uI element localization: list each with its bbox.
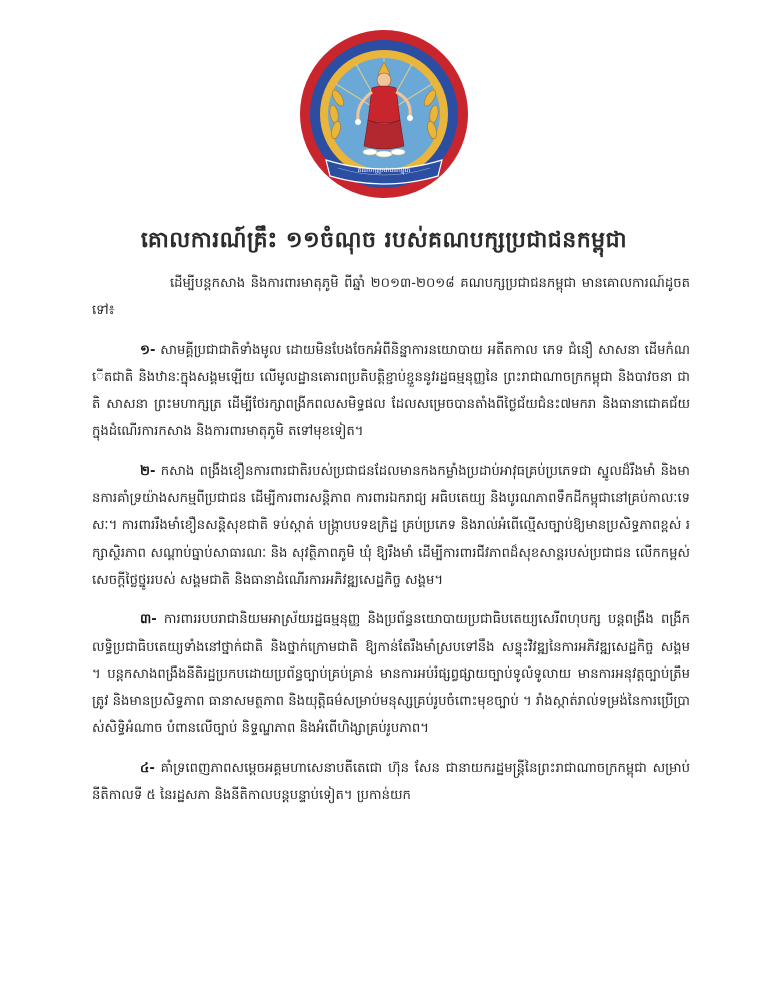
party-logo bbox=[298, 28, 470, 200]
intro-paragraph: ដើម្បីបន្តកសាង និងការពារមាតុភូមិ ពីឆ្នាំ ២០១៣-២០១៨ គណបក្សប្រជាជនកម្ពុជា មានគោលការណ៍ដូចតទៅ៖ bbox=[92, 276, 690, 319]
point-number: ១- bbox=[140, 342, 156, 358]
document-body bbox=[92, 270, 690, 821]
point-paragraph-2 bbox=[92, 458, 690, 594]
logo-banner-text: គណបក្សប្រជាជនកម្ពុជា bbox=[357, 167, 411, 174]
point-paragraph-1 bbox=[92, 337, 690, 446]
document-title: គោលការណ៍គ្រឹះ ១១ចំណុច របស់គណបក្សប្រជាជនកម្ពុជា bbox=[140, 227, 628, 253]
point-paragraph-4 bbox=[92, 755, 690, 810]
point-text: ការពាររបបរាជានិយមអាស្រ័យរដ្ឋធម្មនុញ្ញ និងប្រព័ន្ធនយោបាយប្រជាធិបតេយ្យសេរីពហុបក្ស បន្តពង្រឹង ពង្រីកលទ្ធិប្រជាធិបតេយ្យទាំងនៅថ្នាក់ជាតិ និងថ្នាក់ក្រោមជាតិ ឱ្យកាន់តែរឹងមាំស្របទៅនឹង សន្ទុះវិវឌ្ឍនៃការអភិវឌ្ឍសេដ្ឋកិច្ច សង្គម ។ បន្តកសាងពង្រឹងនីតិរដ្ឋប្រកបដោយប្រព័ន្ធច្បាប់គ្រប់គ្រាន់ មានការអប់រំផ្សព្វផ្សាយច្បាប់ទូលំទូលាយ មានការអនុវត្តច្បាប់ត្រឹមត្រូវ និងមានប្រសិទ្ធភាព ធានាសមត្ថភាព និងយុត្តិធម៌សម្រាប់មនុស្សគ្រប់រូបចំពោះមុខច្បាប់ ។ រាំងស្កាត់រាល់ទម្រង់នៃការប្រើប្រាស់សិទ្ធិអំណាច បំពានលើច្បាប់ និទ្ទណ្ឌភាព និងអំពើហិង្សាគ្រប់រូបភាព។ bbox=[92, 612, 690, 737]
point-number: ៤- bbox=[140, 760, 155, 776]
point-text: សាមគ្គីប្រជាជាតិទាំងមូល ដោយមិនបែងចែកអំពីនិន្នាការនយោបាយ អតីតកាល ភេទ ជំនឿ សាសនា ដើមកំណើតជាតិ និងឋានៈក្នុងសង្គមឡើយ លើមូលដ្ឋានគោរពប្រតិបត្តិខ្ជាប់ខ្ជួននូវរដ្ឋធម្មនុញ្ញនៃ ព្រះរាជាណាចក្រកម្ពុជា និងបាវចនា ជាតិ សាសនា ព្រះមហាក្សត្រ ដើម្បីថែរក្សាពង្រីកពលសមិទ្ធផល ដែលសម្រេចបានតាំងពីថ្ងៃជ័យជំនះ៧មករា និងធានាជោគជ័យក្នុងដំណើរការកសាង និងការពារមាតុភូមិ តទៅមុខទៀត។ bbox=[92, 342, 690, 440]
point-text: កសាង ពង្រឹងខឿនការពារជាតិរបស់ប្រជាជនដែលមានកងកម្លាំងប្រដាប់អាវុធគ្រប់ប្រភេទជា ស្នូលដ៏រឹងមាំ និងមានការគាំទ្រយ៉ាងសកម្មពីប្រជាជន ដើម្បីការពារសន្តិភាព ការពារឯករាជ្យ អធិបតេយ្យ និងបូរណភាពទឹកដីកម្ពុជានៅគ្រប់កាលៈទេសៈ។ ការពាររឹងមាំខឿនសន្តិសុខជាតិ ទប់ស្កាត់ បង្ក្រាបបទឧក្រិដ្ឋ គ្រប់ប្រភេទ និងរាល់អំពើល្មើសច្បាប់ឱ្យមានប្រសិទ្ធភាពខ្ពស់ រក្សាស្ថិរភាព សណ្តាប់ធ្នាប់សាធារណៈ និង សុវត្ថិភាពភូមិ ឃុំ ឱ្យរឹងមាំ ដើម្បីការពារជីវភាពដ៏សុខសាន្តរបស់ប្រជាជន លើកកម្ពស់សេចក្តីថ្លៃថ្នូររបស់ សង្គមជាតិ និងធានាដំណើរការអភិវឌ្ឍសេដ្ឋកិច្ច សង្គម។ bbox=[92, 463, 690, 588]
point-number: ៣- bbox=[140, 612, 157, 628]
point-text: គាំទ្រពេញភាពសម្តេចអគ្គមហាសេនាបតីតេជោ ហ៊ុន សែន ជានាយករដ្ឋមន្ត្រីនៃព្រះរាជាណាចក្រកម្ពុជា សម្រាប់នីតិកាលទី ៥ នៃរដ្ឋសភា និងនីតិកាលបន្តបន្ទាប់ទៀត។ ប្រកាន់យក bbox=[92, 760, 690, 804]
point-number: ២- bbox=[140, 463, 156, 479]
point-paragraph-3 bbox=[92, 606, 690, 742]
